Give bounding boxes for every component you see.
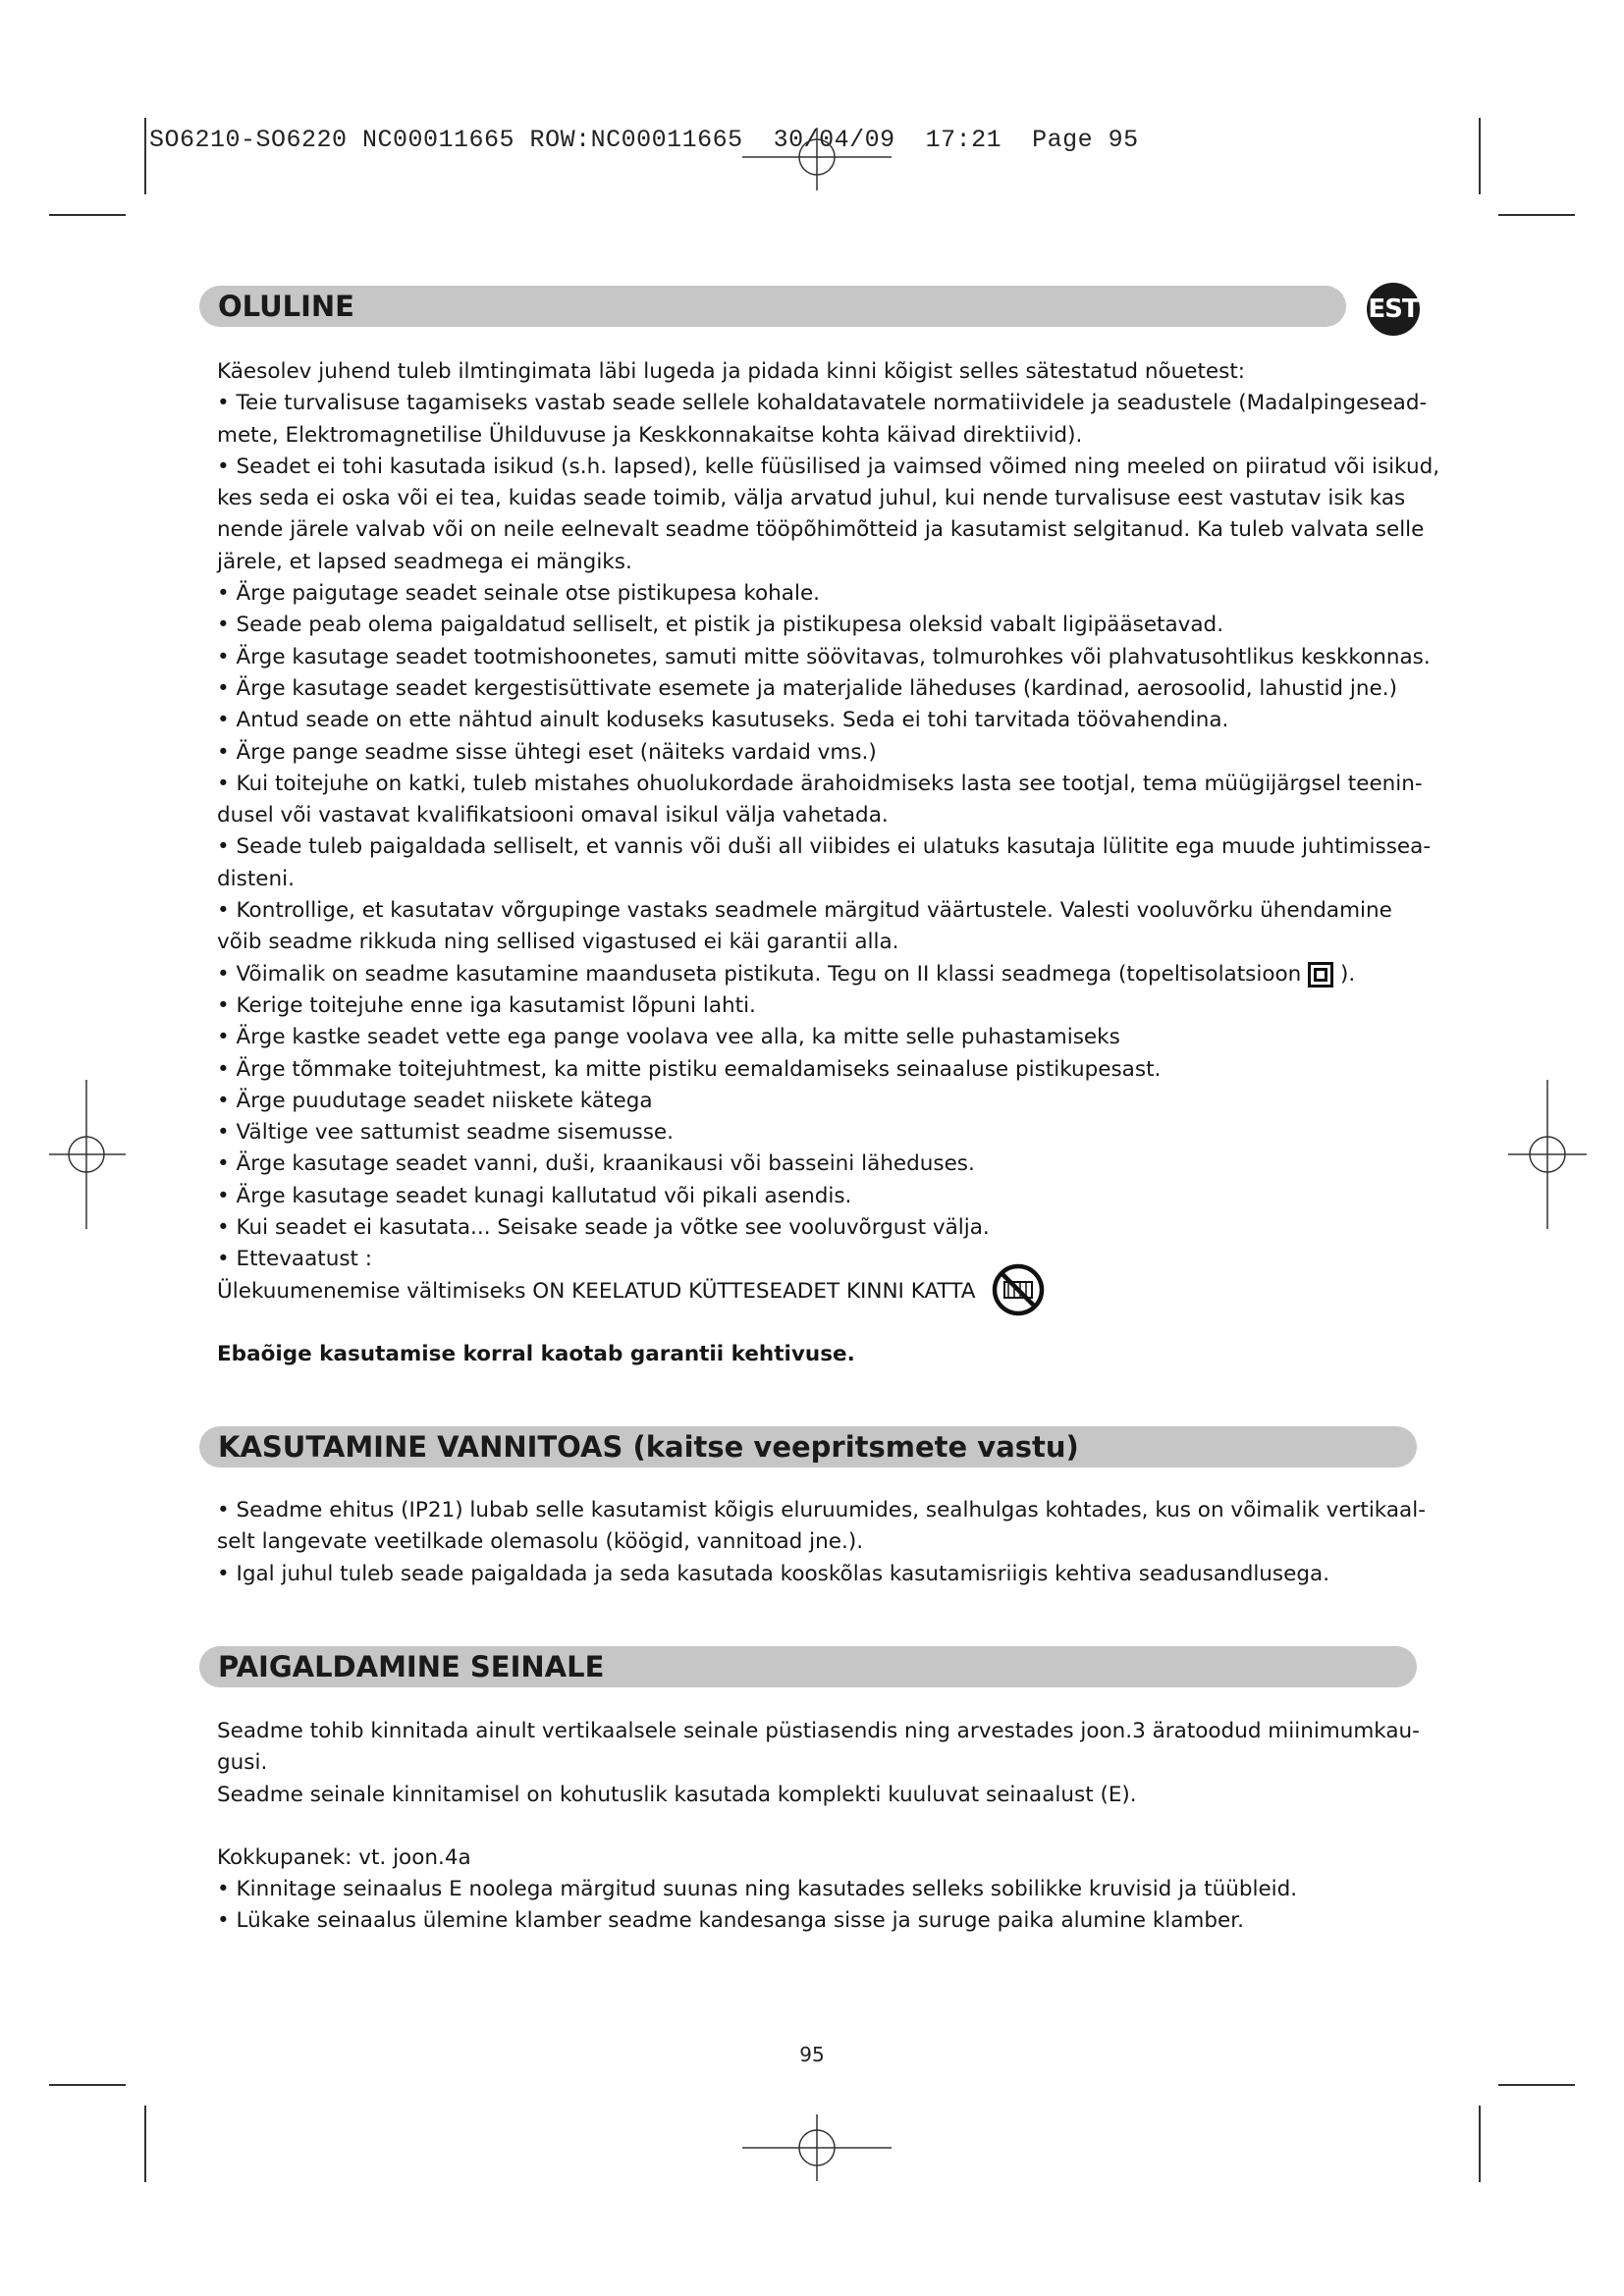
class2-text: • Võimalik on seadme kasutamine maanduseta pistikuta. Tegu on II klassi seadmega (topeltisolatsioon bbox=[217, 961, 1302, 987]
assembly-label: Kokkupanek: vt. joon.4a bbox=[217, 1844, 471, 1870]
text-line: nende järele valvab või on neile eelnevalt seadme tööpõhimõtteid ja kasutamist selgitanud. Ka tuleb valvata selle bbox=[217, 517, 1425, 543]
print-header: SO6210-SO6220 NC00011665 ROW:NC00011665 30/04/09 17:21 Page 95 bbox=[149, 126, 1139, 154]
text-line: • Kontrollige, et kasutatav võrgupinge vastaks seadmele märgitud väärtustele. Valesti vooluvõrku ühendamine bbox=[217, 898, 1392, 924]
text-line: kes seda ei oska või ei tea, kuidas seade toimib, välja arvatud juhul, kui nende turvalisuse eest vastutav isik kas bbox=[217, 486, 1406, 511]
warranty-warning: Ebaõige kasutamise korral kaotab garantii kehtivuse. bbox=[217, 1341, 855, 1366]
page-number: 95 bbox=[799, 2043, 825, 2066]
text-line: • Ärge paigutage seadet seinale otse pistikupesa kohale. bbox=[217, 581, 821, 607]
text-line: • Ärge kastke seadet vette ega pange voolava vee alla, ka mitte selle puhastamiseks bbox=[217, 1025, 1120, 1050]
text-line: disteni. bbox=[217, 866, 295, 891]
double-insulation-icon bbox=[1308, 962, 1333, 988]
text-line: Seadme seinale kinnitamisel on kohutuslik kasutada komplekti kuuluvat seinaalust (E). bbox=[217, 1782, 1137, 1807]
crop-mark bbox=[49, 2084, 126, 2086]
text-line: • Ärge pange seadme sisse ühtegi eset (näiteks vardaid vms.) bbox=[217, 739, 877, 765]
text-line: • Ettevaatust : bbox=[217, 1247, 373, 1272]
text-line: • Ärge puudutage seadet niiskete kätega bbox=[217, 1088, 653, 1113]
text-line: • Ärge kasutage seadet kunagi kallutatud või pikali asendis. bbox=[217, 1183, 852, 1208]
text-line: • Kui seadet ei kasutata... Seisake seade ja võtke see vooluvõrgust välja. bbox=[217, 1215, 990, 1241]
spacer bbox=[217, 1811, 1523, 1842]
text-line: Käesolev juhend tuleb ilmtingimata läbi lugeda ja pidada kinni kõigist selles sätestatud nõuetest: bbox=[217, 359, 1246, 384]
warning-text: Ülekuumenemise vältimiseks ON KEELATUD KÜTTESEADET KINNI KATTA bbox=[217, 1278, 976, 1304]
text-line: • Ärge kasutage seadet kergestisüttivate esemete ja materjalide läheduses (kardinad, aerosoolid, lahustid jne.) bbox=[217, 675, 1397, 701]
language-badge: EST bbox=[1367, 283, 1420, 336]
text-line: võib seadme rikkuda ning sellised vigastused ei käi garantii alla. bbox=[217, 930, 899, 955]
section-oluline-body bbox=[217, 356, 1523, 1370]
text-line: Seadme tohib kinnitada ainult vertikaalsele seinale püstiasendis ning arvestades joon.3 äratoodud miinimumkau- bbox=[217, 1719, 1420, 1743]
class2-line bbox=[217, 959, 1523, 990]
text-line: • Seade peab olema paigaldatud selliselt, et pistik ja pistikupesa oleksid vabalt ligipääsetavad. bbox=[217, 613, 1224, 638]
text-line: • Antud seade on ette nähtud ainult koduseks kasutuseks. Seda ei tohi tarvitada töövahendina. bbox=[217, 708, 1229, 733]
section-title-oluline: OLULINE bbox=[218, 290, 354, 323]
text-line: • Kui toitejuhe on katki, tuleb mistahes ohuolukordade ärahoidmiseks lasta see tootjal, tema müügijärgsel teenin- bbox=[217, 771, 1423, 796]
text-line: • Kerige toitejuhe enne iga kasutamist lõpuni lahti. bbox=[217, 992, 756, 1018]
text-line: • Seadme ehitus (IP21) lubab selle kasutamist kõigis eluruumides, sealhulgas kohtades, kus on võimalik vertikaal- bbox=[217, 1498, 1426, 1522]
text-line: mete, Elektromagnetilise Ühilduvuse ja Keskkonnakaitse kohta käivad direktiivid). bbox=[217, 422, 1083, 448]
do-not-cover-icon bbox=[991, 1262, 1046, 1317]
section-title-paigaldamine: PAIGALDAMINE SEINALE bbox=[218, 1650, 605, 1683]
section-header-bar bbox=[199, 286, 1346, 327]
text-line: gusi. bbox=[217, 1750, 268, 1776]
text-line: • Kinnitage seinaalus E noolega märgitud suunas ning kasutades selleks sobilikke kruvisid ja tüübleid. bbox=[217, 1877, 1298, 1902]
crop-mark bbox=[49, 214, 126, 216]
registration-mark-bottom bbox=[740, 2107, 893, 2185]
text-line: • Ärge kasutage seadet tootmishoonetes, samuti mitte söövitavas, tolmurohkes või plahvatusohtlikus keskkonnas. bbox=[217, 644, 1431, 669]
text-line: • Vältige vee sattumist seadme sisemusse. bbox=[217, 1120, 674, 1146]
crop-mark bbox=[1498, 2084, 1575, 2086]
crop-mark bbox=[144, 2106, 146, 2182]
registration-mark-left bbox=[47, 1078, 130, 1231]
text-line: järele, et lapsed seadmega ei mängiks. bbox=[217, 549, 632, 574]
crop-mark bbox=[144, 118, 146, 194]
registration-mark-top bbox=[740, 120, 893, 198]
text-line: • Igal juhul tuleb seade paigaldada ja seda kasutada kooskõlas kasutamisriigis kehtiva seadusandlusega. bbox=[217, 1561, 1330, 1586]
crop-mark bbox=[1498, 214, 1575, 216]
text-line: • Ärge tõmmake toitejuhtmest, ka mitte pistiku eemaldamiseks seinaaluse pistikupesast. bbox=[217, 1056, 1162, 1082]
text-line: • Teie turvalisuse tagamiseks vastab seade sellele kohaldatavatele normatiividele ja seadustele (Madalpingesead- bbox=[217, 391, 1428, 416]
spacer bbox=[217, 1308, 1523, 1339]
text-line: dusel või vastavat kvalifikatsiooni omaval isikul välja vahetada. bbox=[217, 803, 889, 828]
section-paigaldamine-body bbox=[217, 1716, 1523, 1938]
text-line: • Ärge kasutage seadet vanni, duši, kraanikausi või basseini läheduses. bbox=[217, 1151, 975, 1177]
text-line: • Lükake seinaalus ülemine klamber seadme kandesanga sisse ja suruge paika alumine klamber. bbox=[217, 1908, 1244, 1934]
section-title-vannitoas: KASUTAMINE VANNITOAS (kaitse veepritsmete vastu) bbox=[218, 1430, 1079, 1464]
class2-text-end: ). bbox=[1339, 961, 1356, 987]
warning-line bbox=[217, 1276, 1523, 1308]
crop-mark bbox=[1479, 118, 1481, 194]
text-line: • Seade tuleb paigaldada selliselt, et vannis või duši all viibides ei ulatuks kasutaja lülitite ega muude juhtimissea- bbox=[217, 834, 1432, 860]
crop-mark bbox=[1479, 2106, 1481, 2182]
section-vannitoas-body bbox=[217, 1495, 1523, 1590]
text-line: • Seadet ei tohi kasutada isikud (s.h. lapsed), kelle füüsilised ja vaimsed võimed ning meeled on piiratud või isikud, bbox=[217, 454, 1440, 479]
text-line: selt langevate veetilkade olemasolu (köögid, vannitoad jne.). bbox=[217, 1529, 864, 1555]
